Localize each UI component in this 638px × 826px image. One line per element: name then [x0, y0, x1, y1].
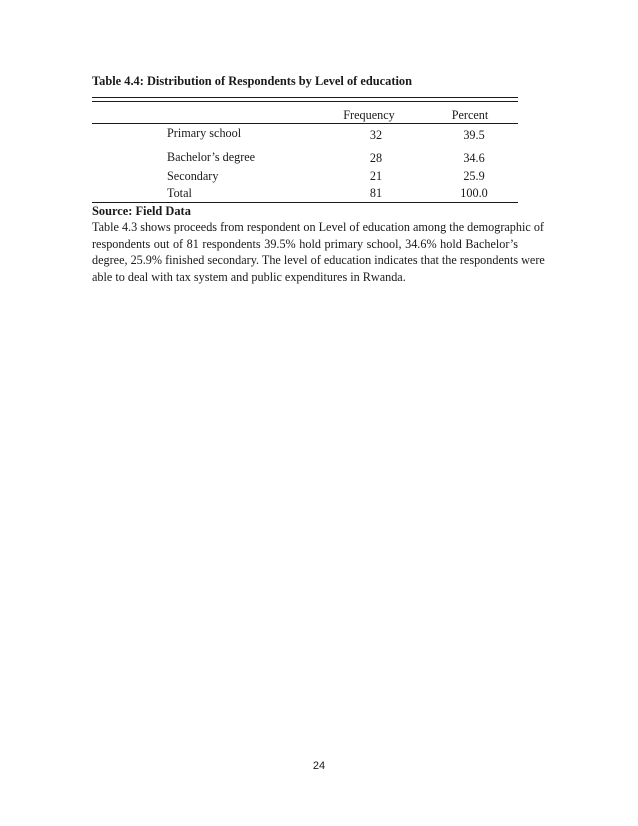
page-number: 24: [312, 760, 326, 772]
table-row-label: Primary school: [167, 126, 242, 140]
table-row-percent: 25.9: [463, 169, 485, 183]
table-row-frequency: 32: [369, 128, 383, 142]
table-row-percent: 100.0: [460, 186, 488, 200]
table-bottom-rule: [92, 202, 518, 203]
table-caption: Table 4.4: Distribution of Respondents by Level of education: [92, 74, 413, 88]
paragraph-line: respondents out of 81 respondents 39.5% hold primary school, 34.6% hold Bachelor’s: [92, 236, 518, 251]
table-top-rule-double: [92, 101, 518, 102]
table-header-rule: [92, 123, 518, 124]
header-frequency: Frequency: [343, 108, 395, 122]
table-row-percent: 34.6: [463, 151, 485, 165]
table-row-frequency: 28: [369, 151, 383, 165]
body-paragraph: [92, 219, 545, 285]
table-row-frequency: 21: [369, 169, 383, 183]
paragraph-line: able to deal with tax system and public expenditures in Rwanda.: [92, 269, 406, 284]
header-percent: Percent: [451, 108, 489, 122]
paragraph-line: degree, 25.9% finished secondary. The level of education indicates that the respondents were: [92, 253, 545, 268]
table-row-label: Total: [167, 186, 192, 200]
paragraph-line: Table 4.3 shows proceeds from respondent on Level of education among the demographic of: [92, 220, 544, 234]
table-row-frequency: 81: [369, 186, 383, 200]
table-row-percent: 39.5: [463, 128, 485, 142]
table-row-label: Secondary: [167, 169, 219, 183]
table-source: Source: Field Data: [92, 204, 191, 218]
table-top-rule: [92, 97, 518, 98]
table-row-label: Bachelor’s degree: [167, 150, 256, 164]
